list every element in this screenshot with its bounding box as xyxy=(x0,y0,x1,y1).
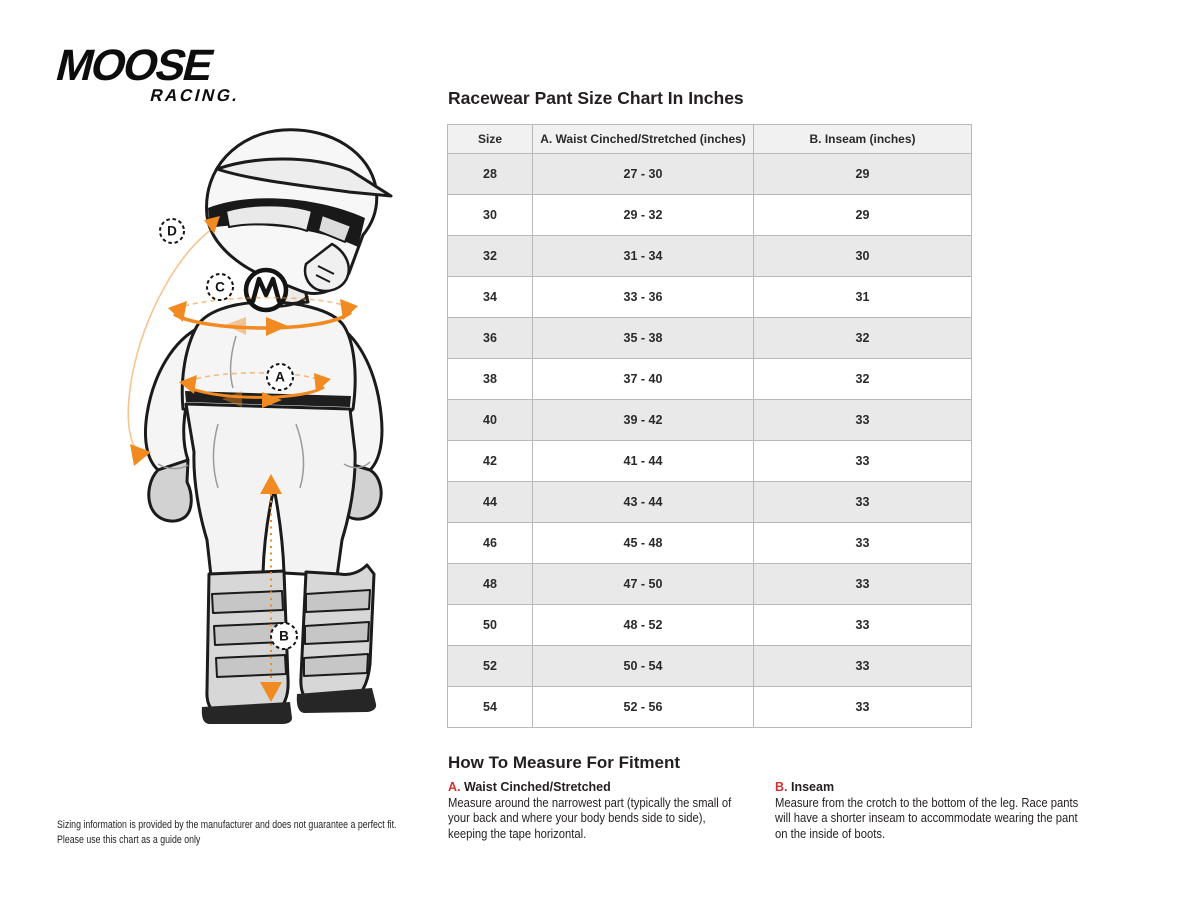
table-cell: 27 - 30 xyxy=(533,154,754,195)
table-cell: 35 - 38 xyxy=(533,318,754,359)
page-title: Racewear Pant Size Chart In Inches xyxy=(448,88,744,108)
table-row xyxy=(448,318,972,359)
table-cell: 39 - 42 xyxy=(533,400,754,441)
badge-c-label: C xyxy=(215,279,225,295)
table-cell: 36 xyxy=(448,318,533,359)
table-cell: 50 - 54 xyxy=(533,646,754,687)
disclaimer-line-1: Sizing information is provided by the manufacturer and does not guarantee a perfect fit. xyxy=(57,819,397,831)
table-row xyxy=(448,154,972,195)
table-cell: 44 xyxy=(448,482,533,523)
table-cell: 47 - 50 xyxy=(533,564,754,605)
badge-a-label: A xyxy=(275,369,285,385)
table-cell: 41 - 44 xyxy=(533,441,754,482)
table-row xyxy=(448,564,972,605)
measure-item-waist-title xyxy=(448,780,788,794)
table-row xyxy=(448,482,972,523)
measure-letter-b: B. xyxy=(775,780,788,794)
measure-text-inseam: Measure from the crotch to the bottom of the leg. Race pants will have a shorter inseam to accommodate wearing the pant on the inside of boots. xyxy=(775,796,1079,841)
column-header: Size xyxy=(448,125,533,154)
size-chart-table xyxy=(447,124,972,728)
table-cell: 45 - 48 xyxy=(533,523,754,564)
table-cell: 54 xyxy=(448,687,533,728)
right-boot-strap xyxy=(304,654,368,676)
column-header: B. Inseam (inches) xyxy=(754,125,972,154)
how-to-measure-heading: How To Measure For Fitment xyxy=(448,753,681,772)
table-cell: 52 xyxy=(448,646,533,687)
table-cell: 34 xyxy=(448,277,533,318)
table-cell: 42 xyxy=(448,441,533,482)
table-cell: 48 xyxy=(448,564,533,605)
table-cell: 30 xyxy=(754,236,972,277)
moose-racing-logo xyxy=(47,41,252,106)
measure-item-waist xyxy=(448,780,788,842)
table-cell: 33 xyxy=(754,482,972,523)
badge-d-label: D xyxy=(167,223,177,239)
table-row xyxy=(448,359,972,400)
table-cell: 33 xyxy=(754,687,972,728)
table-cell: 32 xyxy=(754,359,972,400)
measure-item-inseam-title xyxy=(775,780,1125,794)
sizing-disclaimer xyxy=(57,818,396,848)
table-cell: 30 xyxy=(448,195,533,236)
rider-figure xyxy=(145,130,391,724)
table-cell: 37 - 40 xyxy=(533,359,754,400)
logo-moose-text: MOOSE xyxy=(51,41,218,90)
table-cell: 33 xyxy=(754,523,972,564)
chest-arrow xyxy=(340,299,358,320)
table-row xyxy=(448,646,972,687)
table-row xyxy=(448,236,972,277)
disclaimer-line-2: Please use this chart as a guide only xyxy=(57,833,201,846)
rider-measurement-illustration xyxy=(50,124,422,746)
table-cell: 31 xyxy=(754,277,972,318)
table-cell: 52 - 56 xyxy=(533,687,754,728)
table-row xyxy=(448,687,972,728)
table-row xyxy=(448,277,972,318)
table-row xyxy=(448,195,972,236)
right-boot-strap xyxy=(306,590,370,612)
table-cell: 33 xyxy=(754,564,972,605)
measure-label-waist: Waist Cinched/Stretched xyxy=(463,780,611,794)
badge-b-label: B xyxy=(279,628,289,644)
left-boot-strap xyxy=(212,591,283,613)
measure-label-inseam: Inseam xyxy=(790,780,835,794)
table-header-row xyxy=(448,125,972,154)
left-boot-strap xyxy=(216,655,286,677)
table-cell: 50 xyxy=(448,605,533,646)
table-cell: 46 xyxy=(448,523,533,564)
column-header: A. Waist Cinched/Stretched (inches) xyxy=(533,125,754,154)
table-cell: 29 xyxy=(754,154,972,195)
table-cell: 38 xyxy=(448,359,533,400)
table-cell: 29 xyxy=(754,195,972,236)
table-cell: 32 xyxy=(754,318,972,359)
table-cell: 33 xyxy=(754,400,972,441)
right-boot-strap xyxy=(305,622,369,644)
table-cell: 28 xyxy=(448,154,533,195)
table-row xyxy=(448,441,972,482)
measure-text-waist: Measure around the narrowest part (typically the small of your back and where your body bends side to side), keeping the tape horizontal. xyxy=(448,796,732,841)
table-row xyxy=(448,400,972,441)
table-cell: 48 - 52 xyxy=(533,605,754,646)
table-row xyxy=(448,523,972,564)
table-cell: 33 xyxy=(754,441,972,482)
table-row xyxy=(448,605,972,646)
table-cell: 32 xyxy=(448,236,533,277)
table-cell: 33 xyxy=(754,646,972,687)
table-cell: 43 - 44 xyxy=(533,482,754,523)
measure-letter-a: A. xyxy=(448,780,461,794)
measure-item-inseam xyxy=(775,780,1125,842)
table-cell: 33 xyxy=(754,605,972,646)
logo-racing-text: RACING. xyxy=(148,86,243,105)
table-cell: 33 - 36 xyxy=(533,277,754,318)
size-table-body xyxy=(448,154,972,728)
table-cell: 31 - 34 xyxy=(533,236,754,277)
table-cell: 40 xyxy=(448,400,533,441)
table-cell: 29 - 32 xyxy=(533,195,754,236)
